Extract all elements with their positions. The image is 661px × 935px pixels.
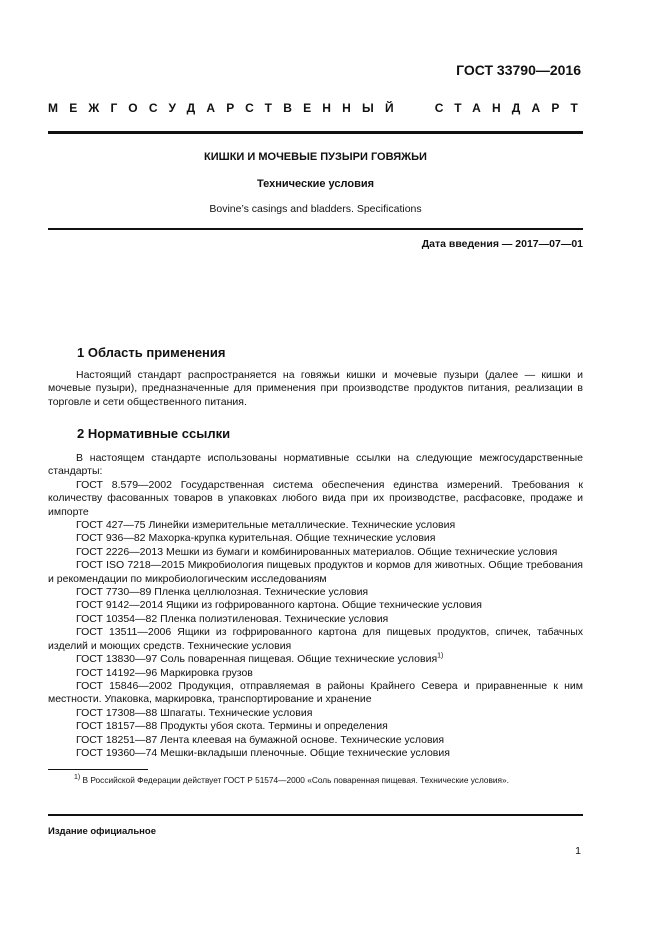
reference-text: ГОСТ 2226—2013 Мешки из бумаги и комбинированных материалов. Общие технические условия bbox=[76, 545, 558, 558]
document-number: ГОСТ 33790—2016 bbox=[456, 62, 581, 78]
standard-banner bbox=[48, 101, 589, 115]
reference-item bbox=[48, 680, 583, 707]
footnote-marker[interactable]: 1) bbox=[437, 652, 444, 660]
reference-text: ГОСТ 19360—74 Мешки-вкладыши пленочные. Общие технические условия bbox=[76, 746, 450, 759]
footnote bbox=[74, 775, 509, 785]
reference-item bbox=[48, 599, 583, 612]
section-1-heading: 1 Область применения bbox=[77, 345, 226, 360]
reference-text: ГОСТ 18251—87 Лента клеевая на бумажной основе. Технические условия bbox=[76, 733, 445, 746]
reference-text: ГОСТ 10354—82 Пленка полиэтиленовая. Технические условия bbox=[76, 612, 389, 625]
document-title: КИШКИ И МОЧЕВЫЕ ПУЗЫРИ ГОВЯЖЬИ bbox=[204, 151, 427, 163]
footer-divider bbox=[48, 814, 583, 816]
footnote-number: 1) bbox=[74, 774, 81, 782]
reference-item bbox=[48, 532, 583, 545]
reference-item bbox=[48, 546, 583, 559]
references-intro-text: В настоящем стандарте использованы нормативные ссылки на следующие межгосударственные стандарты: bbox=[48, 452, 583, 478]
normative-references bbox=[48, 452, 583, 760]
document-subtitle: Технические условия bbox=[256, 178, 375, 190]
reference-item bbox=[48, 479, 583, 519]
reference-item bbox=[48, 626, 583, 653]
footnote-text: В Российской Федерации действует ГОСТ Р 51574—2000 «Соль поваренная пищевая. Технические условия». bbox=[82, 775, 509, 785]
section-1-text bbox=[48, 369, 583, 409]
title-divider bbox=[48, 228, 583, 230]
reference-text: ГОСТ 17308—88 Шпагаты. Технические условия bbox=[76, 706, 313, 719]
section-1-body: Настоящий стандарт распространяется на говяжьи кишки и мочевые пузыри (далее — кишки и мочевые пузыри), предназначенные для применения при производстве продуктов питания, реализации в торговле и сети общественного питания. bbox=[48, 369, 583, 408]
reference-item bbox=[48, 519, 583, 532]
reference-text: ГОСТ 427—75 Линейки измерительные металлические. Технические условия bbox=[76, 519, 456, 532]
reference-item bbox=[48, 707, 583, 720]
reference-text: ГОСТ 13830—97 Соль поваренная пищевая. Общие технические условия bbox=[76, 653, 438, 666]
reference-text: ГОСТ 8.579—2002 Государственная система обеспечения единства измерений. Требования к количеству фасованных товаров в упаковках любого вида при их производстве, расфасовке, продаже и импорте bbox=[48, 478, 583, 518]
footnote-divider bbox=[48, 769, 148, 770]
reference-item bbox=[48, 559, 583, 586]
reference-text: ГОСТ 13511—2006 Ящики из гофрированного картона для пищевых продуктов, спичек, табачных изделий и моющих средств. Технические условия bbox=[48, 626, 583, 652]
official-edition-label: Издание официальное bbox=[48, 826, 156, 837]
effective-date: Дата введения — 2017—07—01 bbox=[421, 238, 583, 250]
reference-text: ГОСТ 18157—88 Продукты убоя скота. Термины и определения bbox=[76, 720, 388, 733]
reference-item bbox=[48, 667, 583, 680]
reference-text: ГОСТ 14192—96 Маркировка грузов bbox=[76, 666, 253, 679]
reference-item bbox=[48, 720, 583, 733]
reference-item bbox=[48, 653, 583, 666]
banner-word-standard: СТАНДАРТ bbox=[434, 101, 589, 115]
page-number: 1 bbox=[575, 845, 581, 857]
reference-text: ГОСТ 7730—89 Пленка целлюлозная. Технические условия bbox=[76, 586, 369, 599]
reference-text: ГОСТ 9142—2014 Ящики из гофрированного картона. Общие технические условия bbox=[76, 599, 482, 612]
references-intro bbox=[48, 452, 583, 479]
reference-item bbox=[48, 734, 583, 747]
reference-item bbox=[48, 613, 583, 626]
header-divider bbox=[48, 131, 583, 134]
english-title: Bovine’s casings and bladders. Specifications bbox=[209, 203, 422, 215]
reference-text: ГОСТ 15846—2002 Продукция, отправляемая в районы Крайнего Севера и приравненные к ним местности. Упаковка, маркировка, транспортирование и хранение bbox=[48, 679, 583, 706]
reference-text: ГОСТ ISO 7218—2015 Микробиология пищевых продуктов и кормов для животных. Общие требования и рекомендации по микробиологическим исследованиям bbox=[48, 559, 583, 585]
reference-item bbox=[48, 747, 583, 760]
reference-text: ГОСТ 936—82 Махорка-крупка курительная. Общие технические условия bbox=[76, 532, 436, 545]
banner-word-interstate: МЕЖГОСУДАРСТВЕННЫЙ bbox=[48, 101, 405, 115]
section-2-heading: 2 Нормативные ссылки bbox=[77, 426, 231, 441]
reference-item bbox=[48, 586, 583, 599]
